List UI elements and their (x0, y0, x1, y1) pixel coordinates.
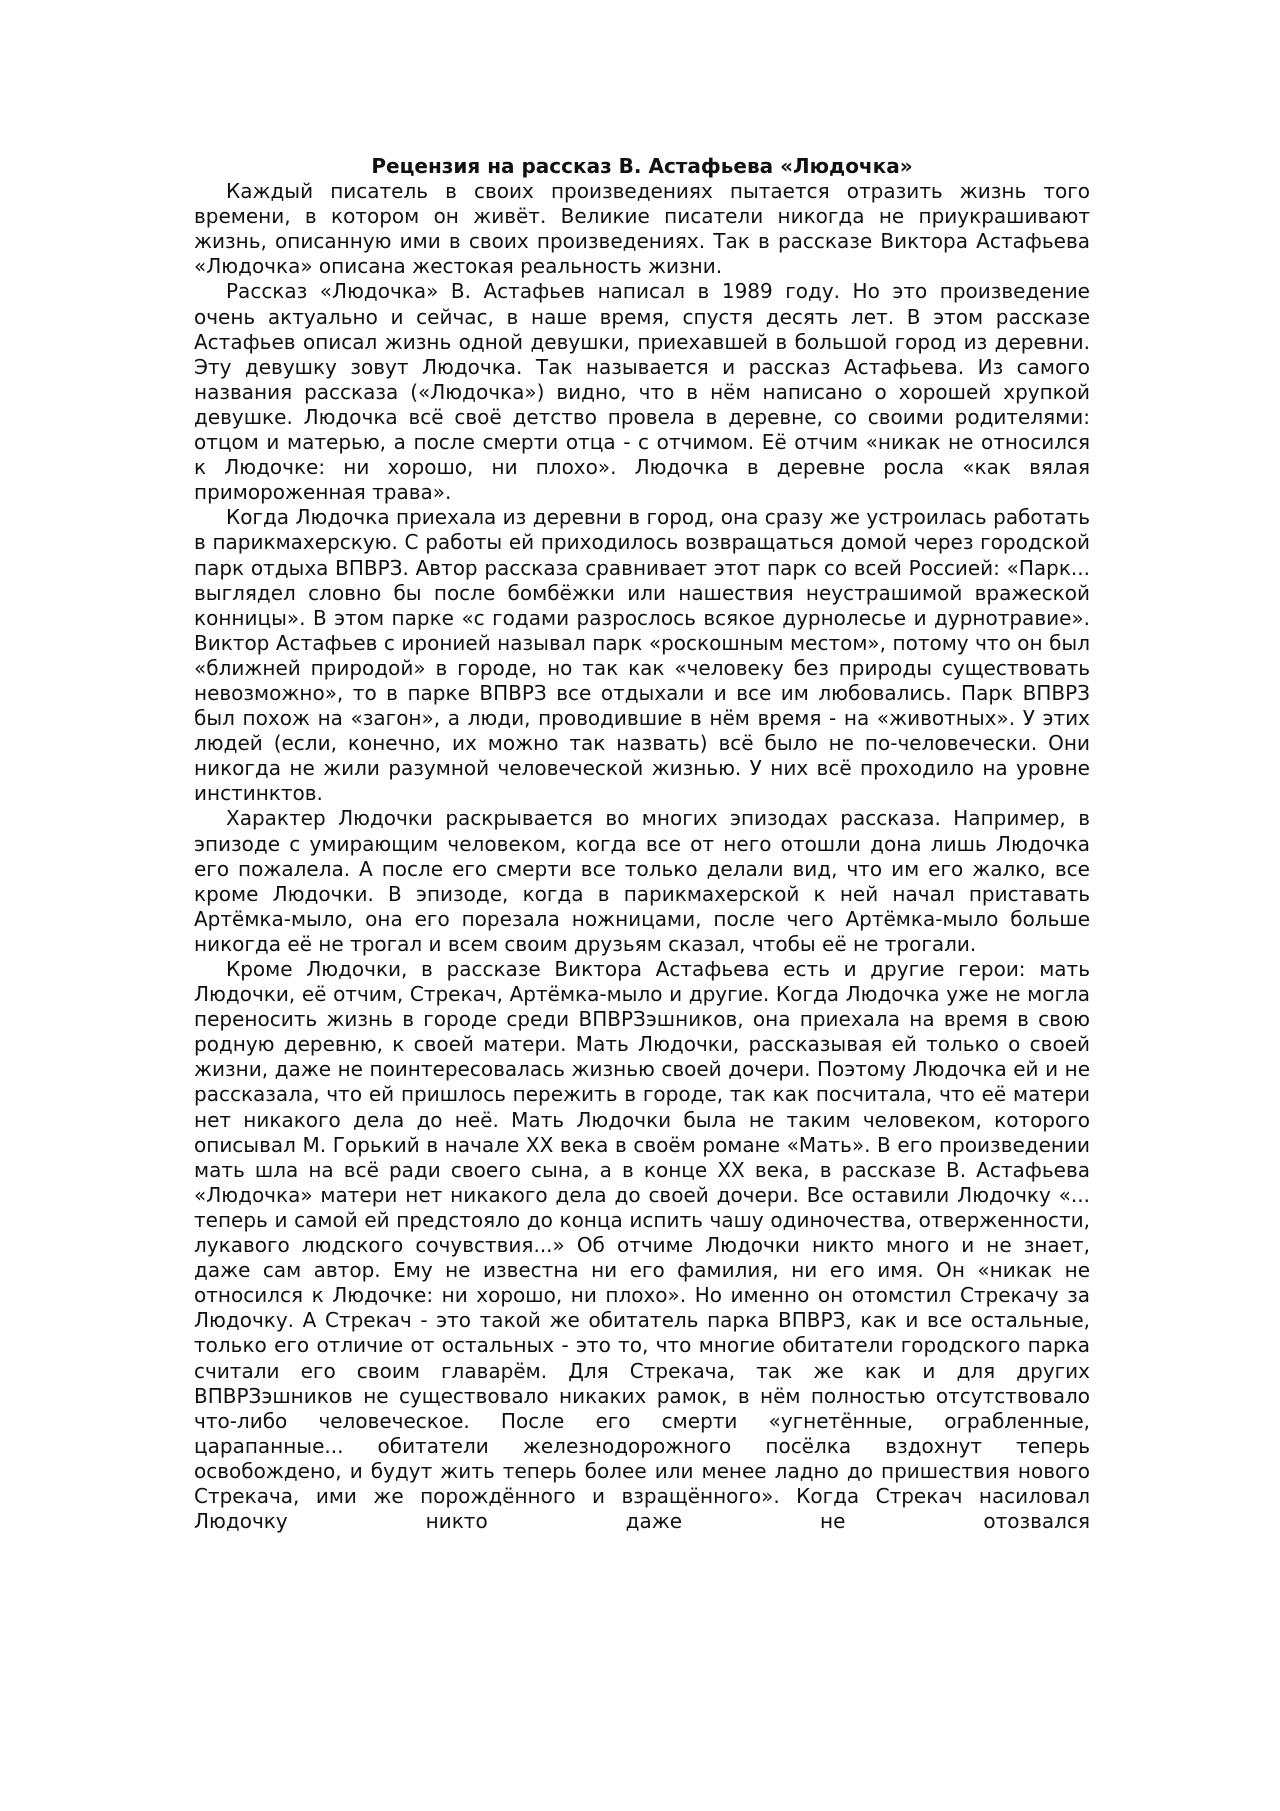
document-title: Рецензия на рассказ В. Астафьева «Людочка» (371, 154, 913, 178)
paragraph-city-park: Когда Людочка приехала из деревни в город, она сразу же устроилась работать в парикмахерскую. С работы ей приходилось возвращаться домой через городской парк отдыха ВПВРЗ. Автор рассказа сравнивает этот парк со всей Россией: «Парк... выглядел словно бы после бомбёжки или нашествия неустрашимой вражеской конницы». В этом парке «с годами разрослось всякое дурнолесье и дурнотравие». Виктор Астафьев с иронией называл парк «роскошным местом», потому что он был «ближней природой» в городе, но так как «человеку без природы существовать невозможно», то в парке ВПВРЗ все отдыхали и все им любовались. Парк ВПВРЗ был похож на «загон», а люди, проводившие в нём время - на «животных». У этих людей (если, конечно, их можно так назвать) всё было не по-человечески. Они никогда не жили разумной человеческой жизнью. У них всё проходило на уровне инстинктов. (194, 505, 1090, 806)
paragraph-other-heroes: Кроме Людочки, в рассказе Виктора Астафьева есть и другие герои: мать Людочки, её отчим, Стрекач, Артёмка-мыло и другие. Когда Людочка уже не могла переносить жизнь в городе среди ВПВРЗэшников, она приехала на время в свою родную деревню, к своей матери. Мать Людочки, рассказывая ей только о своей жизни, даже не поинтересовалась жизнью своей дочери. Поэтому Людочка ей и не рассказала, что ей пришлось пережить в городе, так как посчитала, что её матери нет никакого дела до неё. Мать Людочки была не таким человеком, которого описывал М. Горький в начале XX века в своём романе «Мать». В его произведении мать шла на всё ради своего сына, а в конце XX века, в рассказе В. Астафьева «Людочка» матери нет никакого дела до своей дочери. Все оставили Людочку «... теперь и самой ей предстояло до конца испить чашу одиночества, отверженности, лукавого людского сочувствия...» Об отчиме Людочки никто много и не знает, даже сам автор. Ему не известна ни его фамилия, ни его имя. Он «никак не относился к Людочке: ни хорошо, ни плохо». Но именно он отомстил Стрекачу за Людочку. А Стрекач - это такой же обитатель парка ВПВРЗ, как и все остальные, только его отличие от остальных - это то, что многие обитатели городского парка считали его своим главарём. Для Стрекача, так же как и для других ВПВРЗэшников не существовало никаких рамок, в нём полностью отсутствовало что-либо человеческое. После его смерти «угнетённые, ограбленные, царапанные... обитатели железнодорожного посёлка вздохнут теперь освобождено, и будут жить теперь более или менее ладно до пришествия нового Стрекача, ими же порождённого и взращённого». Когда Стрекач насиловал Людочку никто даже не отозвался (194, 957, 1090, 1534)
document-body (194, 154, 1090, 1534)
paragraph-story-overview: Рассказ «Людочка» В. Астафьев написал в 1989 году. Но это произведение очень актуально и сейчас, в наше время, спустя десять лет. В этом рассказе Астафьев описал жизнь одной девушки, приехавшей в большой город из деревни. Эту девушку зовут Людочка. Так называется и рассказ Астафьева. Из самого названия рассказа («Людочка») видно, что в нём написано о хорошей хрупкой девушке. Людочка всё своё детство провела в деревне, со своими родителями: отцом и матерью, а после смерти отца - с отчимом. Её отчим «никак не относился к Людочке: ни хорошо, ни плохо». Людочка в деревне росла «как вялая примороженная трава». (194, 279, 1090, 505)
paragraph-character: Характер Людочки раскрывается во многих эпизодах рассказа. Например, в эпизоде с умирающим человеком, когда все от него отошли дона лишь Людочка его пожалела. А после его смерти все только делали вид, что им его жалко, все кроме Людочки. В эпизоде, когда в парикмахерской к ней начал приставать Артёмка-мыло, она его порезала ножницами, после чего Артёмка-мыло больше никогда её не трогал и всем своим друзьям сказал, чтобы её не трогали. (194, 806, 1090, 956)
paragraph-intro: Каждый писатель в своих произведениях пытается отразить жизнь того времени, в котором он живёт. Великие писатели никогда не приукрашивают жизнь, описанную ими в своих произведениях. Так в рассказе Виктора Астафьева «Людочка» описана жестокая реальность жизни. (194, 179, 1090, 279)
